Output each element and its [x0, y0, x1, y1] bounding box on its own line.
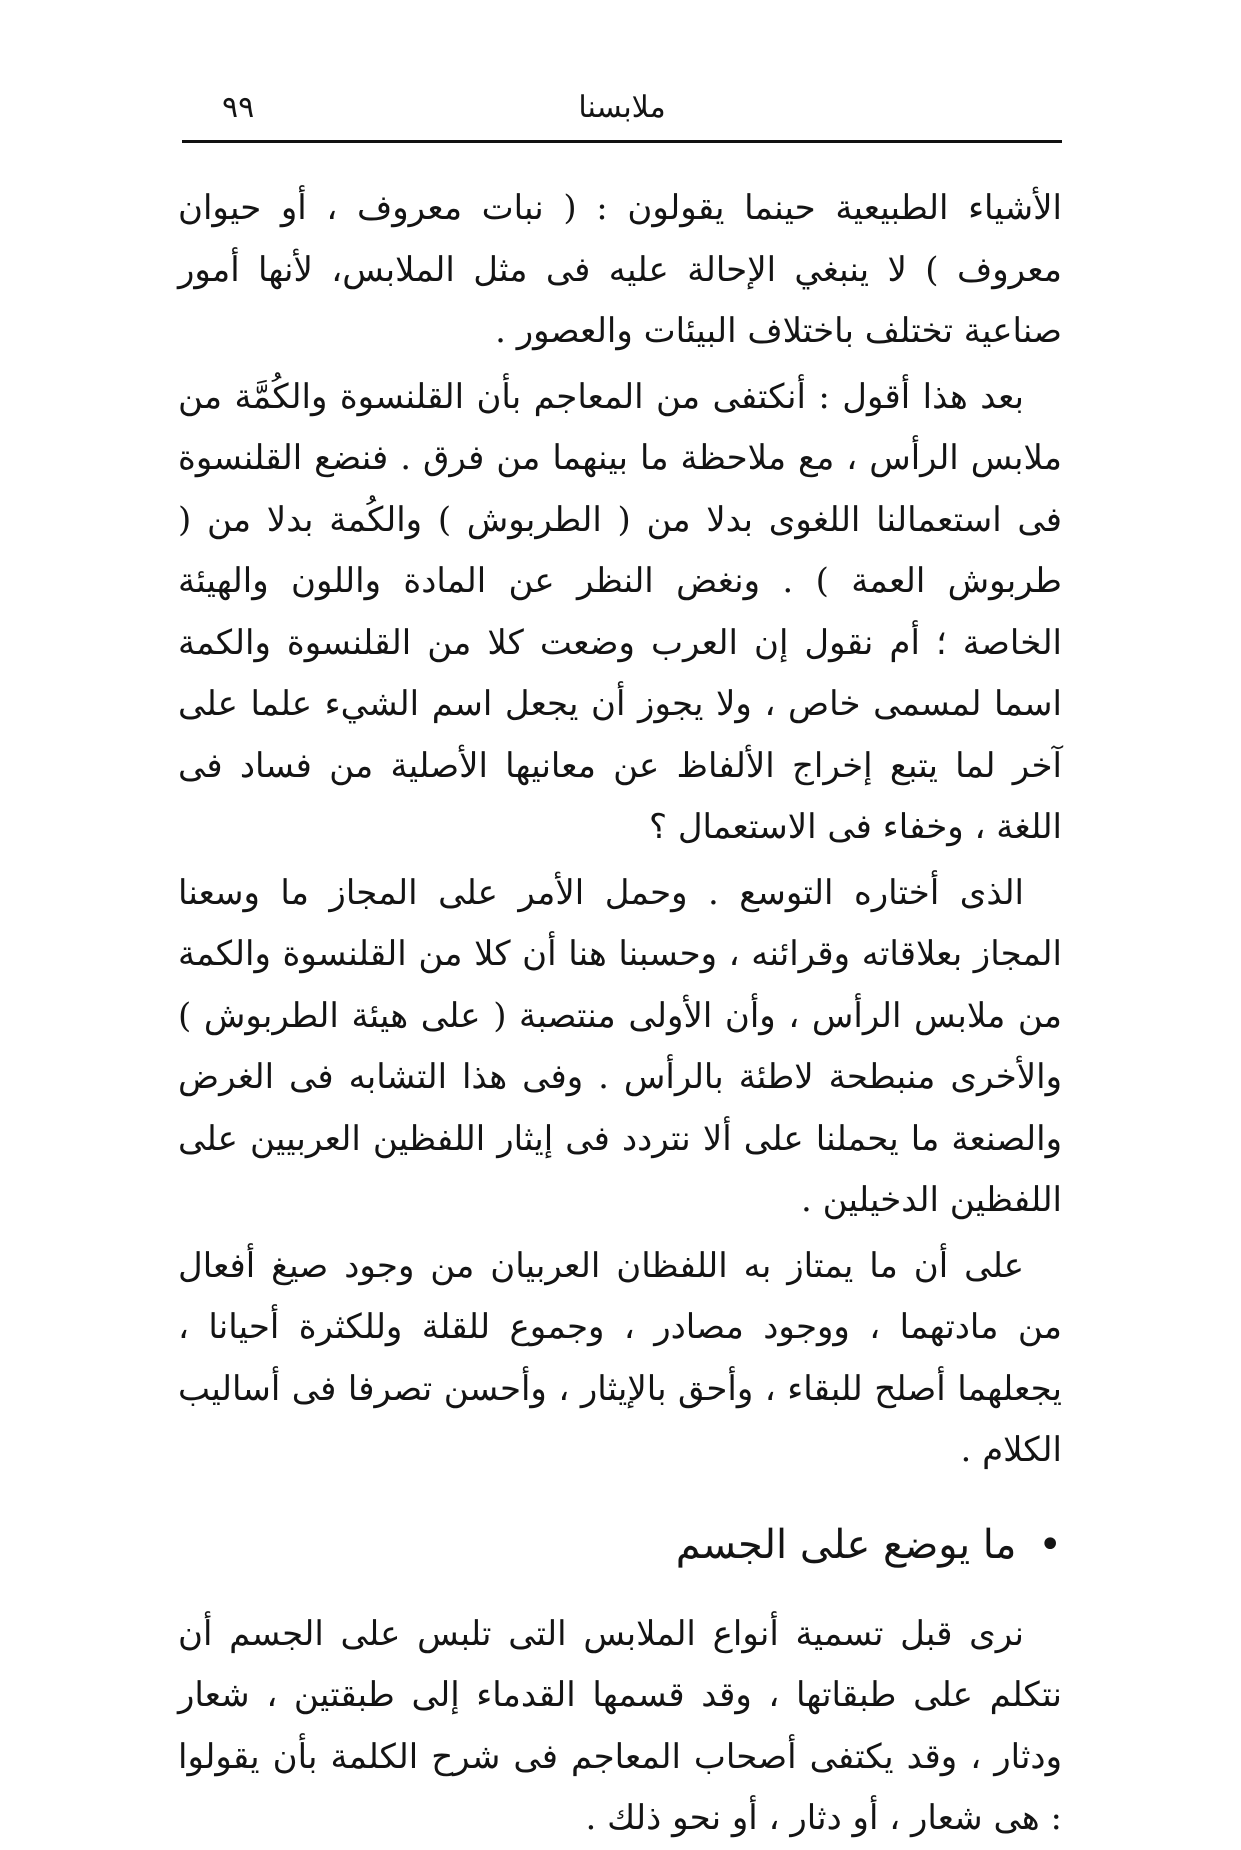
paragraph-2: بعد هذا أقول : أنكتفى من المعاجم بأن القلنسوة والكُمَّة من ملابس الرأس ، مع ملاحظة ما بينهما من فرق . فنضع القلنسوة فى استعمالنا اللغوى بدلا من ( الطربوش ) والكُمة بدلا من ( طربوش العمة ) . ونغض النظر عن المادة واللون والهيئة الخاصة ؛ أم نقول إن العرب وضعت كلا من القلنسوة والكمة اسما لمسمى خاص ، ولا يجوز أن يجعل اسم الشيء علما على آخر لما يتبع إخراج الألفاظ عن معانيها الأصلية من فساد فى اللغة ، وخفاء فى الاستعمال ؟ [178, 376, 1062, 847]
paragraph-5: نرى قبل تسمية أنواع الملابس التى تلبس على الجسم أن نتكلم على طبقاتها ، وقد قسمها القدماء إلى طبقتين ، شعار ودثار ، وقد يكتفى أصحاب المعاجم فى شرح الكلمة بأن يقولوا : هى شعار ، أو دثار ، أو نحو ذلك . [178, 1613, 1062, 1838]
running-header [182, 90, 1062, 130]
header-rule [182, 140, 1062, 143]
paragraph-4: على أن ما يمتاز به اللفظان العربيان من وجود صيغ أفعال من مادتهما ، ووجود مصادر ، وجموع للقلة وللكثرة أحيانا ، يجعلهما أصلح للبقاء ، وأحق بالإيثار ، وأحسن تصرفا فى أساليب الكلام . [178, 1245, 1062, 1470]
section-heading [178, 1510, 1062, 1580]
paragraph-1: الأشياء الطبيعية حينما يقولون : ( نبات معروف ، أو حيوان معروف ) لا ينبغي الإحالة عليه فى مثل الملابس، لأنها أمور صناعية تختلف باختلاف البيئات والعصور . [178, 188, 1062, 351]
body-text [178, 178, 1062, 1850]
paragraph-3: الذى أختاره التوسع . وحمل الأمر على المجاز ما وسعنا المجاز بعلاقاته وقرائنه ، وحسبنا هنا أن كلا من القلنسوة والكمة من ملابس الرأس ، وأن الأولى منتصبة ( على هيئة الطربوش ) والأخرى منبطحة لاطئة بالرأس . وفى هذا التشابه فى الغرض والصنعة ما يحملنا على ألا نتردد فى إيثار اللفظين العربيين على اللفظين الدخيلين . [178, 872, 1062, 1220]
heading-text: ما يوضع على الجسم [675, 1521, 1017, 1568]
page-number: ٩٩ [222, 90, 255, 125]
running-title: ملابسنا [578, 90, 666, 125]
heading-bullet: • [1038, 1521, 1062, 1568]
